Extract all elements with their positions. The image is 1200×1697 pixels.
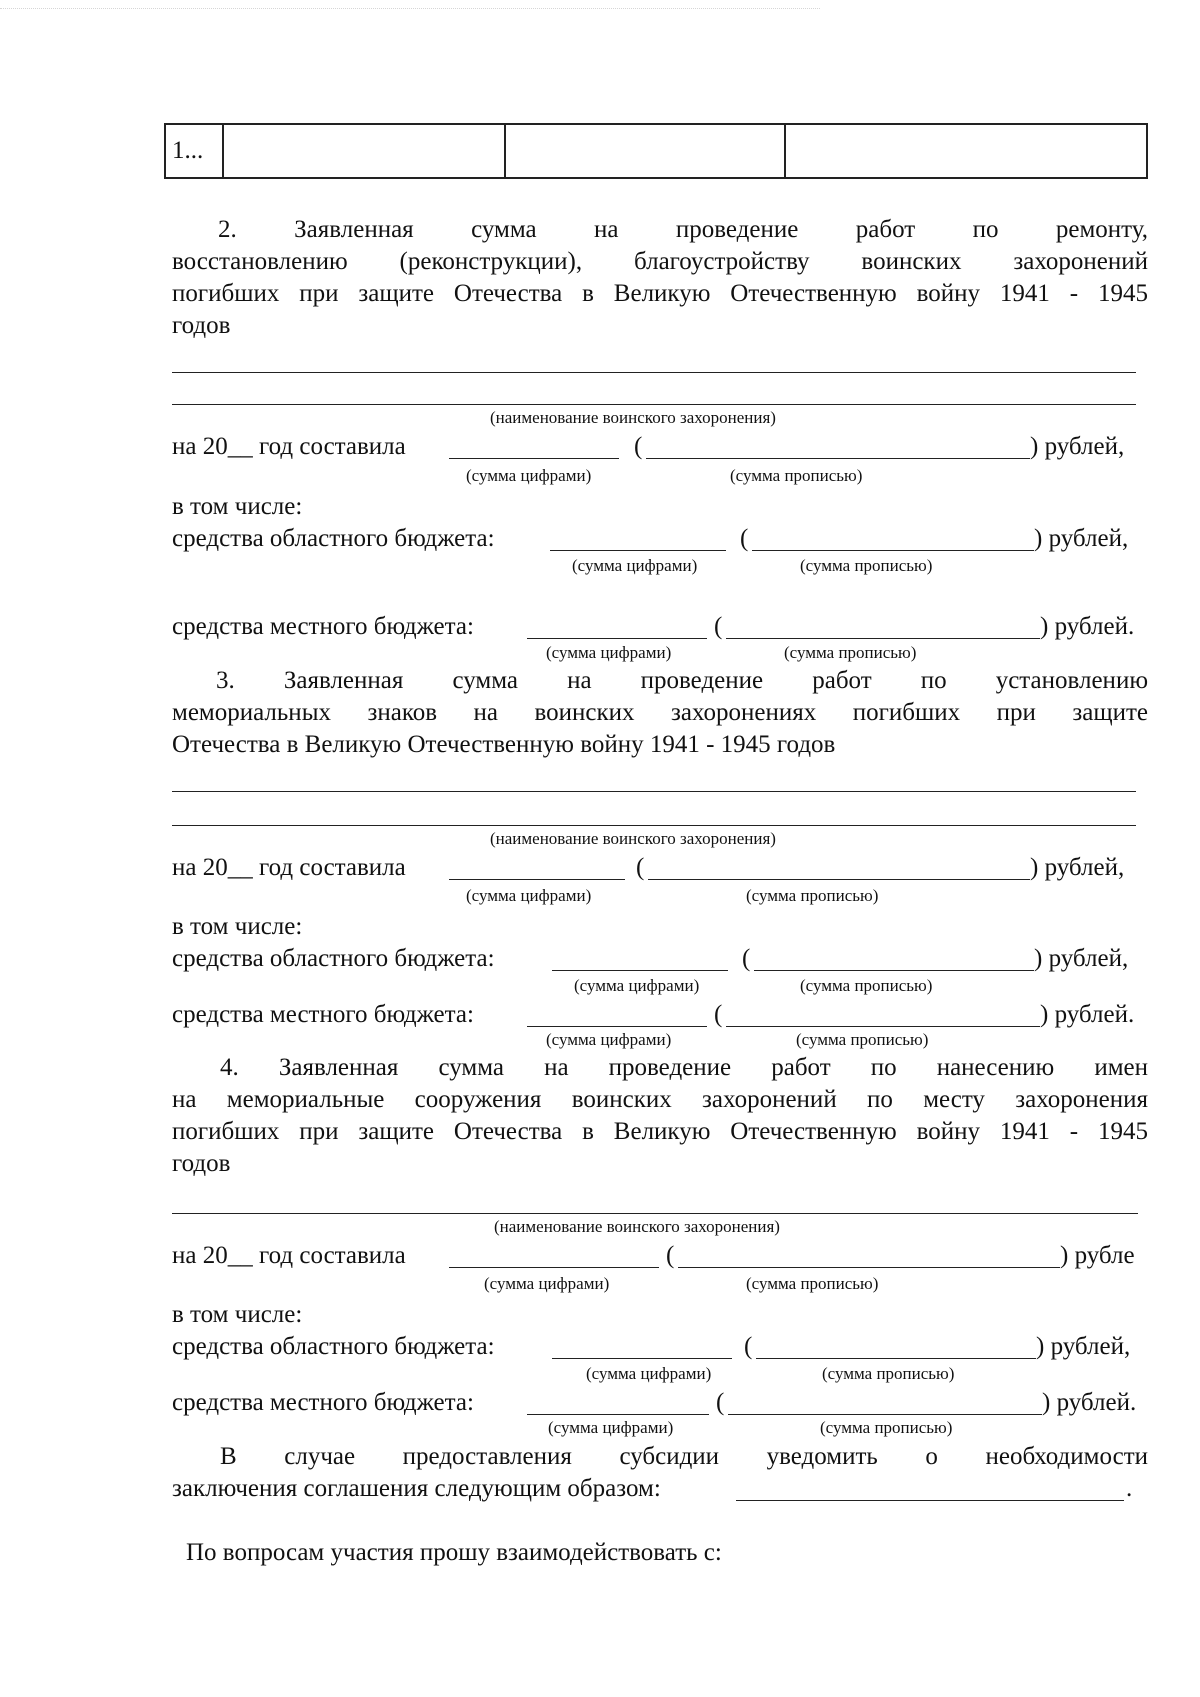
local-digits-field[interactable] bbox=[527, 638, 707, 639]
table-row bbox=[165, 124, 1147, 178]
open-paren: ( bbox=[714, 613, 723, 640]
sum-digits-caption: (сумма цифрами) bbox=[484, 1274, 610, 1293]
local-words-field[interactable] bbox=[728, 1414, 1042, 1415]
table-cell bbox=[505, 124, 785, 178]
sum-digits-caption: (сумма цифрами) bbox=[466, 466, 592, 485]
local-digits-field[interactable] bbox=[527, 1026, 707, 1027]
burial-name-field[interactable] bbox=[172, 1213, 1138, 1214]
sum-words-caption: (сумма прописью) bbox=[822, 1364, 955, 1383]
section-4-line: погибших при защите Отечества в Великую Отечественную войну 1941 - 1945 bbox=[172, 1118, 1148, 1145]
rubles-label: ) рублей. bbox=[1040, 613, 1135, 640]
sum-words-caption: (сумма прописью) bbox=[746, 1274, 879, 1293]
including-label: в том числе: bbox=[172, 493, 303, 520]
open-paren: ( bbox=[636, 854, 645, 881]
burial-name-caption: (наименование воинского захоронения) bbox=[490, 408, 776, 427]
section-2-line: 2. Заявленная сумма на проведение работ по ремонту, bbox=[218, 216, 1148, 243]
rubles-label: ) рублей. bbox=[1042, 1389, 1137, 1416]
year-total-label: на 20__ год составила bbox=[172, 433, 406, 460]
open-paren: ( bbox=[666, 1242, 675, 1269]
sum-words-caption: (сумма прописью) bbox=[800, 976, 933, 995]
regional-budget-label: средства областного бюджета: bbox=[172, 945, 495, 972]
regional-words-field[interactable] bbox=[752, 550, 1034, 551]
burial-name-caption: (наименование воинского захоронения) bbox=[490, 829, 776, 848]
local-budget-label: средства местного бюджета: bbox=[172, 613, 474, 640]
sum-words-caption: (сумма прописью) bbox=[820, 1418, 953, 1437]
scan-edge-mark bbox=[0, 8, 820, 9]
rubles-label: ) рублей, bbox=[1030, 854, 1125, 881]
contact-line: По вопросам участия прошу взаимодействовать с: bbox=[186, 1539, 722, 1566]
sum-digits-caption: (сумма цифрами) bbox=[546, 1030, 672, 1049]
open-paren: ( bbox=[740, 525, 749, 552]
total-digits-field[interactable] bbox=[449, 879, 625, 880]
section-4-line: годов bbox=[172, 1150, 231, 1177]
total-words-field[interactable] bbox=[648, 879, 1030, 880]
period: . bbox=[1126, 1475, 1133, 1502]
sum-words-caption: (сумма прописью) bbox=[784, 643, 917, 662]
regional-words-field[interactable] bbox=[756, 1358, 1036, 1359]
regional-digits-field[interactable] bbox=[552, 970, 728, 971]
sum-digits-caption: (сумма цифрами) bbox=[548, 1418, 674, 1437]
table-cell bbox=[785, 124, 1147, 178]
burial-name-field[interactable] bbox=[172, 791, 1136, 792]
burial-name-caption: (наименование воинского захоронения) bbox=[494, 1217, 780, 1236]
burial-name-field[interactable] bbox=[172, 825, 1136, 826]
section-3-line: 3. Заявленная сумма на проведение работ по установлению bbox=[216, 667, 1148, 694]
local-budget-label: средства местного бюджета: bbox=[172, 1001, 474, 1028]
regional-digits-field[interactable] bbox=[552, 1358, 732, 1359]
sum-digits-caption: (сумма цифрами) bbox=[572, 556, 698, 575]
sum-digits-caption: (сумма цифрами) bbox=[586, 1364, 712, 1383]
total-digits-field[interactable] bbox=[449, 458, 619, 459]
year-total-label: на 20__ год составила bbox=[172, 1242, 406, 1269]
projects-table bbox=[164, 123, 1148, 179]
including-label: в том числе: bbox=[172, 1301, 303, 1328]
sum-digits-caption: (сумма цифрами) bbox=[466, 886, 592, 905]
open-paren: ( bbox=[744, 1333, 753, 1360]
including-label: в том числе: bbox=[172, 913, 303, 940]
section-2-line: восстановлению (реконструкции), благоустройству воинских захоронений bbox=[172, 248, 1148, 275]
local-words-field[interactable] bbox=[726, 1026, 1040, 1027]
table-cell-number: 1... bbox=[165, 124, 223, 178]
sum-words-caption: (сумма прописью) bbox=[800, 556, 933, 575]
section-2-line: годов bbox=[172, 312, 231, 339]
year-total-label: на 20__ год составила bbox=[172, 854, 406, 881]
rubles-label: ) рублей, bbox=[1034, 525, 1129, 552]
regional-budget-label: средства областного бюджета: bbox=[172, 525, 495, 552]
section-2-line: погибших при защите Отечества в Великую Отечественную войну 1941 - 1945 bbox=[172, 280, 1148, 307]
section-3-line: Отечества в Великую Отечественную войну 1941 - 1945 годов bbox=[172, 731, 836, 758]
notification-line: заключения соглашения следующим образом: bbox=[172, 1475, 661, 1502]
sum-words-caption: (сумма прописью) bbox=[796, 1030, 929, 1049]
sum-digits-caption: (сумма цифрами) bbox=[546, 643, 672, 662]
local-budget-label: средства местного бюджета: bbox=[172, 1389, 474, 1416]
notification-method-field[interactable] bbox=[736, 1500, 1124, 1501]
rubles-label: ) рублей, bbox=[1036, 1333, 1131, 1360]
section-4-line: 4. Заявленная сумма на проведение работ по нанесению имен bbox=[220, 1054, 1148, 1081]
open-paren: ( bbox=[742, 945, 751, 972]
burial-name-field[interactable] bbox=[172, 372, 1136, 373]
rubles-label: ) рублей. bbox=[1040, 1001, 1135, 1028]
section-4-line: на мемориальные сооружения воинских захоронений по месту захоронения bbox=[172, 1086, 1148, 1113]
rubles-label: ) рубле bbox=[1060, 1242, 1135, 1269]
rubles-label: ) рублей, bbox=[1034, 945, 1129, 972]
rubles-label: ) рублей, bbox=[1030, 433, 1125, 460]
total-words-field[interactable] bbox=[678, 1267, 1060, 1268]
open-paren: ( bbox=[714, 1001, 723, 1028]
local-words-field[interactable] bbox=[726, 638, 1040, 639]
notification-line: В случае предоставления субсидии уведомить о необходимости bbox=[220, 1443, 1148, 1470]
open-paren: ( bbox=[716, 1389, 725, 1416]
total-words-field[interactable] bbox=[646, 458, 1030, 459]
section-3-line: мемориальных знаков на воинских захоронениях погибших при защите bbox=[172, 699, 1148, 726]
regional-digits-field[interactable] bbox=[550, 550, 726, 551]
burial-name-field[interactable] bbox=[172, 404, 1136, 405]
sum-digits-caption: (сумма цифрами) bbox=[574, 976, 700, 995]
open-paren: ( bbox=[634, 433, 643, 460]
table-cell bbox=[223, 124, 505, 178]
total-digits-field[interactable] bbox=[449, 1267, 659, 1268]
regional-words-field[interactable] bbox=[754, 970, 1034, 971]
sum-words-caption: (сумма прописью) bbox=[746, 886, 879, 905]
sum-words-caption: (сумма прописью) bbox=[730, 466, 863, 485]
regional-budget-label: средства областного бюджета: bbox=[172, 1333, 495, 1360]
local-digits-field[interactable] bbox=[527, 1414, 709, 1415]
